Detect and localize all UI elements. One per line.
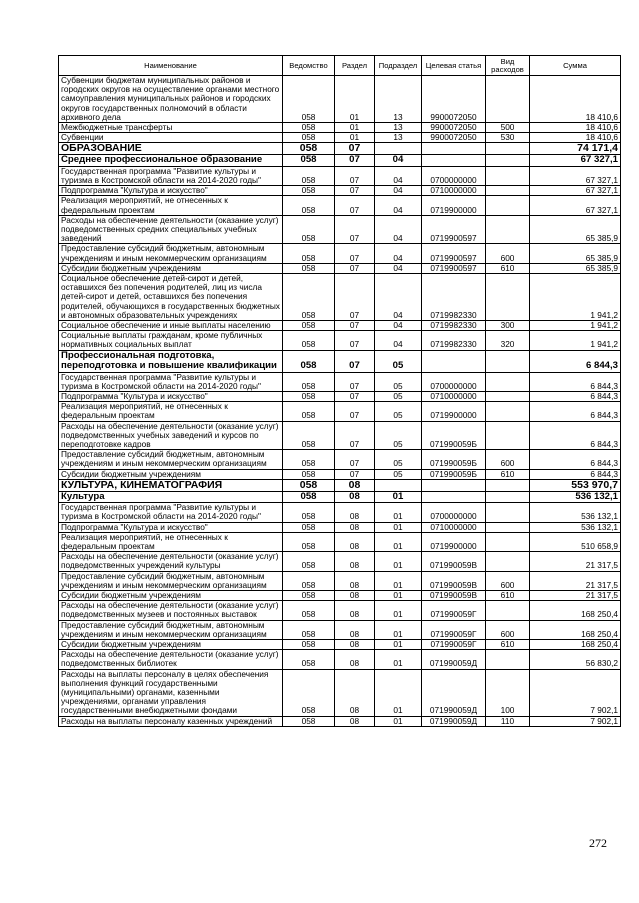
row-name: КУЛЬТУРА, КИНЕМАТОГРАФИЯ: [59, 479, 283, 491]
table-row: [59, 639, 621, 649]
row-sum: 18 410,6: [530, 133, 621, 143]
header-razdel: Раздел: [335, 56, 375, 76]
row-razdel: 07: [335, 469, 375, 479]
row-sum: 67 327,1: [530, 166, 621, 185]
row-razdel: 01: [335, 123, 375, 133]
row-podrazdel: 01: [375, 571, 422, 590]
row-expense-type: [486, 186, 530, 196]
row-razdel: 08: [335, 716, 375, 726]
row-target-article: 071990059Б: [422, 469, 486, 479]
row-sum: 1 941,2: [530, 331, 621, 350]
row-target-article: 071990059В: [422, 571, 486, 590]
row-podrazdel: 01: [375, 650, 422, 669]
table-row: [59, 716, 621, 726]
table-row: [59, 143, 621, 155]
row-name: ОБРАЗОВАНИЕ: [59, 143, 283, 155]
row-vedomstvo: 058: [283, 491, 335, 502]
table-row: [59, 552, 621, 571]
row-name: Социальное обеспечение и иные выплаты населению: [59, 321, 283, 331]
row-target-article: 071990059Г: [422, 639, 486, 649]
row-sum: 536 132,1: [530, 491, 621, 502]
row-sum: 7 902,1: [530, 716, 621, 726]
row-vedomstvo: 058: [283, 321, 335, 331]
table-row: [59, 263, 621, 273]
header-expense-type: Вид расходов: [486, 56, 530, 76]
row-vedomstvo: 058: [283, 263, 335, 273]
row-name: Субсидии бюджетным учреждениям: [59, 639, 283, 649]
row-vedomstvo: 058: [283, 143, 335, 155]
row-expense-type: [486, 503, 530, 522]
row-target-article: 071990059Д: [422, 716, 486, 726]
row-name: Подпрограмма "Культура и искусство": [59, 186, 283, 196]
row-target-article: 071990059В: [422, 590, 486, 600]
row-sum: 6 844,3: [530, 372, 621, 391]
row-name: Реализация мероприятий, не отнесенных к федеральным проектам: [59, 532, 283, 551]
row-razdel: 07: [335, 186, 375, 196]
header-podrazdel: Подраздел: [375, 56, 422, 76]
row-vedomstvo: 058: [283, 532, 335, 551]
row-sum: 21 317,5: [530, 571, 621, 590]
row-expense-type: [486, 479, 530, 491]
row-name: Расходы на обеспечение деятельности (оказание услуг) подведомственных средних специальных учебных заведений: [59, 215, 283, 244]
row-name: Подпрограмма "Культура и искусство": [59, 522, 283, 532]
table-row: [59, 155, 621, 166]
row-razdel: 08: [335, 503, 375, 522]
row-podrazdel: 13: [375, 123, 422, 133]
row-razdel: 07: [335, 143, 375, 155]
row-podrazdel: 05: [375, 402, 422, 421]
row-podrazdel: 01: [375, 590, 422, 600]
row-razdel: 08: [335, 639, 375, 649]
row-name: Расходы на выплаты персоналу казенных учреждений: [59, 716, 283, 726]
row-vedomstvo: 058: [283, 133, 335, 143]
row-podrazdel: 04: [375, 244, 422, 263]
row-target-article: 0719900597: [422, 244, 486, 263]
row-target-article: 071990059Д: [422, 669, 486, 716]
row-podrazdel: 04: [375, 215, 422, 244]
row-podrazdel: 13: [375, 133, 422, 143]
row-name: Субсидии бюджетным учреждениям: [59, 469, 283, 479]
row-sum: 21 317,5: [530, 590, 621, 600]
row-vedomstvo: 058: [283, 331, 335, 350]
row-razdel: 08: [335, 552, 375, 571]
table-row: [59, 522, 621, 532]
row-podrazdel: 01: [375, 716, 422, 726]
table-row: [59, 601, 621, 620]
row-name: Профессиональная подготовка, переподготовка и повышение квалификации: [59, 350, 283, 372]
row-sum: 18 410,6: [530, 76, 621, 123]
row-expense-type: [486, 76, 530, 123]
row-sum: 510 658,9: [530, 532, 621, 551]
row-sum: 168 250,4: [530, 620, 621, 639]
row-target-article: 0710000000: [422, 186, 486, 196]
row-podrazdel: 13: [375, 76, 422, 123]
row-target-article: 0719900597: [422, 263, 486, 273]
row-razdel: 07: [335, 215, 375, 244]
row-target-article: 0719982330: [422, 331, 486, 350]
row-target-article: 071990059В: [422, 552, 486, 571]
row-target-article: 9900072050: [422, 133, 486, 143]
row-vedomstvo: 058: [283, 503, 335, 522]
table-row: [59, 391, 621, 401]
row-sum: 168 250,4: [530, 601, 621, 620]
row-name: Субвенции: [59, 133, 283, 143]
row-vedomstvo: 058: [283, 123, 335, 133]
row-sum: 6 844,3: [530, 450, 621, 469]
row-target-article: [422, 479, 486, 491]
row-razdel: 07: [335, 350, 375, 372]
row-target-article: 0719982330: [422, 274, 486, 321]
row-name: Предоставление субсидий бюджетным, автономным учреждениям и иным некоммерческим организациям: [59, 620, 283, 639]
row-sum: 7 902,1: [530, 669, 621, 716]
row-expense-type: [486, 601, 530, 620]
row-expense-type: [486, 522, 530, 532]
row-expense-type: 300: [486, 321, 530, 331]
row-razdel: 08: [335, 620, 375, 639]
row-expense-type: 610: [486, 263, 530, 273]
table-row: [59, 503, 621, 522]
row-expense-type: 610: [486, 639, 530, 649]
row-name: Расходы на обеспечение деятельности (оказание услуг) подведомственных библиотек: [59, 650, 283, 669]
row-podrazdel: 01: [375, 639, 422, 649]
table-body: [59, 76, 621, 727]
row-podrazdel: 01: [375, 532, 422, 551]
row-expense-type: 320: [486, 331, 530, 350]
row-name: Государственная программа "Развитие культуры и туризма в Костромской области на 2014-2020 годы": [59, 372, 283, 391]
row-vedomstvo: 058: [283, 421, 335, 450]
row-vedomstvo: 058: [283, 620, 335, 639]
table-row: [59, 215, 621, 244]
row-sum: 536 132,1: [530, 522, 621, 532]
row-podrazdel: 04: [375, 321, 422, 331]
table-row: [59, 186, 621, 196]
row-razdel: 07: [335, 155, 375, 166]
row-target-article: 0719900597: [422, 215, 486, 244]
row-razdel: 07: [335, 321, 375, 331]
row-name: Государственная программа "Развитие культуры и туризма в Костромской области на 2014-2020 годы": [59, 166, 283, 185]
row-sum: 168 250,4: [530, 639, 621, 649]
row-expense-type: [486, 491, 530, 502]
row-sum: 67 327,1: [530, 186, 621, 196]
row-podrazdel: 04: [375, 155, 422, 166]
row-sum: 1 941,2: [530, 321, 621, 331]
row-target-article: [422, 350, 486, 372]
row-razdel: 01: [335, 76, 375, 123]
row-sum: 74 171,4: [530, 143, 621, 155]
row-podrazdel: 04: [375, 263, 422, 273]
row-target-article: 0700000000: [422, 503, 486, 522]
row-podrazdel: [375, 479, 422, 491]
row-target-article: 0710000000: [422, 391, 486, 401]
row-sum: 6 844,3: [530, 421, 621, 450]
row-name: Предоставление субсидий бюджетным, автономным учреждениям и иным некоммерческим организациям: [59, 450, 283, 469]
row-vedomstvo: 058: [283, 76, 335, 123]
row-name: Предоставление субсидий бюджетным, автономным учреждениям и иным некоммерческим организациям: [59, 571, 283, 590]
table-row: [59, 350, 621, 372]
table-row: [59, 321, 621, 331]
page-number: 272: [589, 836, 607, 850]
row-razdel: 07: [335, 402, 375, 421]
row-podrazdel: 01: [375, 503, 422, 522]
row-vedomstvo: 058: [283, 350, 335, 372]
row-sum: 67 327,1: [530, 155, 621, 166]
row-razdel: 08: [335, 590, 375, 600]
row-razdel: 07: [335, 421, 375, 450]
row-target-article: 9900072050: [422, 123, 486, 133]
table-row: [59, 166, 621, 185]
row-expense-type: [486, 155, 530, 166]
table-row: [59, 133, 621, 143]
table-row: [59, 571, 621, 590]
row-name: Субсидии бюджетным учреждениям: [59, 263, 283, 273]
row-target-article: 071990059Г: [422, 601, 486, 620]
row-razdel: 07: [335, 372, 375, 391]
row-vedomstvo: 058: [283, 650, 335, 669]
row-target-article: [422, 491, 486, 502]
row-vedomstvo: 058: [283, 479, 335, 491]
table-row: [59, 123, 621, 133]
table-row: [59, 669, 621, 716]
row-vedomstvo: 058: [283, 215, 335, 244]
table-row: [59, 532, 621, 551]
row-razdel: 08: [335, 571, 375, 590]
row-vedomstvo: 058: [283, 155, 335, 166]
table-row: [59, 331, 621, 350]
row-name: Межбюджетные трансферты: [59, 123, 283, 133]
row-podrazdel: 01: [375, 620, 422, 639]
table-row: [59, 196, 621, 215]
row-razdel: 07: [335, 244, 375, 263]
row-target-article: 0719900000: [422, 402, 486, 421]
row-sum: 21 317,5: [530, 552, 621, 571]
table-row: [59, 469, 621, 479]
header-vedomstvo: Ведомство: [283, 56, 335, 76]
header-sum: Сумма: [530, 56, 621, 76]
row-target-article: [422, 143, 486, 155]
row-target-article: 071990059Д: [422, 650, 486, 669]
row-podrazdel: 01: [375, 491, 422, 502]
row-vedomstvo: 058: [283, 601, 335, 620]
row-vedomstvo: 058: [283, 274, 335, 321]
table-row: [59, 450, 621, 469]
row-razdel: 08: [335, 522, 375, 532]
row-sum: 536 132,1: [530, 503, 621, 522]
row-vedomstvo: 058: [283, 522, 335, 532]
row-expense-type: 600: [486, 571, 530, 590]
row-expense-type: 100: [486, 669, 530, 716]
row-vedomstvo: 058: [283, 186, 335, 196]
row-razdel: 07: [335, 263, 375, 273]
row-target-article: 0719900000: [422, 196, 486, 215]
row-razdel: 08: [335, 532, 375, 551]
row-sum: 65 385,9: [530, 244, 621, 263]
row-expense-type: [486, 372, 530, 391]
table-row: [59, 274, 621, 321]
row-razdel: 07: [335, 166, 375, 185]
row-vedomstvo: 058: [283, 244, 335, 263]
row-target-article: 0719982330: [422, 321, 486, 331]
row-podrazdel: 05: [375, 421, 422, 450]
row-podrazdel: 04: [375, 186, 422, 196]
row-expense-type: [486, 552, 530, 571]
row-razdel: 07: [335, 391, 375, 401]
row-sum: 6 844,3: [530, 350, 621, 372]
row-target-article: 071990059Б: [422, 450, 486, 469]
row-vedomstvo: 058: [283, 669, 335, 716]
row-name: Культура: [59, 491, 283, 502]
row-name: Субвенции бюджетам муниципальных районов и городских округов на осуществление органами местного самоуправления муниципальных районов и городских округов государственных полномочий в области архивного дела: [59, 76, 283, 123]
row-sum: 6 844,3: [530, 391, 621, 401]
row-vedomstvo: 058: [283, 590, 335, 600]
table-row: [59, 372, 621, 391]
row-podrazdel: 05: [375, 450, 422, 469]
row-sum: 56 830,2: [530, 650, 621, 669]
row-podrazdel: 05: [375, 372, 422, 391]
row-expense-type: 600: [486, 244, 530, 263]
table-row: [59, 491, 621, 502]
header-name: Наименование: [59, 56, 283, 76]
row-razdel: 08: [335, 601, 375, 620]
row-name: Социальные выплаты гражданам, кроме публичных нормативных социальных выплат: [59, 331, 283, 350]
row-name: Реализация мероприятий, не отнесенных к федеральным проектам: [59, 402, 283, 421]
row-expense-type: 600: [486, 450, 530, 469]
row-expense-type: 500: [486, 123, 530, 133]
header-target-article: Целевая статья: [422, 56, 486, 76]
row-vedomstvo: 058: [283, 372, 335, 391]
row-razdel: 07: [335, 450, 375, 469]
row-razdel: 01: [335, 133, 375, 143]
row-razdel: 08: [335, 669, 375, 716]
row-expense-type: 610: [486, 469, 530, 479]
row-vedomstvo: 058: [283, 391, 335, 401]
row-podrazdel: 01: [375, 601, 422, 620]
row-expense-type: [486, 532, 530, 551]
row-expense-type: [486, 350, 530, 372]
row-name: Расходы на выплаты персоналу в целях обеспечения выполнения функций государственными (муниципальными) органами, казенными учреждениями, органами управления государственными внебюджетными фондами: [59, 669, 283, 716]
row-expense-type: [486, 391, 530, 401]
row-sum: 553 970,7: [530, 479, 621, 491]
row-name: Субсидии бюджетным учреждениям: [59, 590, 283, 600]
row-razdel: 07: [335, 331, 375, 350]
table-row: [59, 479, 621, 491]
row-expense-type: 600: [486, 620, 530, 639]
row-vedomstvo: 058: [283, 571, 335, 590]
row-sum: 6 844,3: [530, 402, 621, 421]
row-podrazdel: 04: [375, 166, 422, 185]
row-name: Предоставление субсидий бюджетным, автономным учреждениям и иным некоммерческим организациям: [59, 244, 283, 263]
row-podrazdel: 01: [375, 669, 422, 716]
row-vedomstvo: 058: [283, 469, 335, 479]
row-vedomstvo: 058: [283, 196, 335, 215]
row-expense-type: [486, 196, 530, 215]
table-row: [59, 76, 621, 123]
row-target-article: 0700000000: [422, 372, 486, 391]
row-name: Среднее профессиональное образование: [59, 155, 283, 166]
row-expense-type: [486, 215, 530, 244]
row-name: Расходы на обеспечение деятельности (оказание услуг) подведомственных учебных заведений и курсов по переподготовке кадров: [59, 421, 283, 450]
table-row: [59, 421, 621, 450]
row-expense-type: [486, 166, 530, 185]
row-expense-type: [486, 274, 530, 321]
table-row: [59, 244, 621, 263]
row-podrazdel: 04: [375, 331, 422, 350]
row-sum: 65 385,9: [530, 215, 621, 244]
row-name: Социальное обеспечение детей-сирот и детей, оставшихся без попечения родителей, лиц из числа детей-сирот и детей, оставшихся без попечения родителей, обучающихся в государственных бюджетных и автономных образовательных учреждениях: [59, 274, 283, 321]
row-target-article: 9900072050: [422, 76, 486, 123]
row-razdel: 08: [335, 491, 375, 502]
row-name: Расходы на обеспечение деятельности (оказание услуг) подведомственных учреждений культуры: [59, 552, 283, 571]
row-vedomstvo: 058: [283, 450, 335, 469]
row-podrazdel: [375, 143, 422, 155]
row-podrazdel: 04: [375, 196, 422, 215]
table-row: [59, 590, 621, 600]
row-target-article: [422, 155, 486, 166]
row-podrazdel: 04: [375, 274, 422, 321]
row-name: Подпрограмма "Культура и искусство": [59, 391, 283, 401]
row-razdel: 07: [335, 196, 375, 215]
row-vedomstvo: 058: [283, 552, 335, 571]
table-row: [59, 620, 621, 639]
row-expense-type: [486, 650, 530, 669]
row-expense-type: 530: [486, 133, 530, 143]
row-target-article: 0700000000: [422, 166, 486, 185]
row-expense-type: [486, 402, 530, 421]
row-razdel: 08: [335, 650, 375, 669]
row-name: Расходы на обеспечение деятельности (оказание услуг) подведомственных музеев и постоянных выставок: [59, 601, 283, 620]
row-sum: 18 410,6: [530, 123, 621, 133]
row-expense-type: 610: [486, 590, 530, 600]
row-vedomstvo: 058: [283, 166, 335, 185]
row-vedomstvo: 058: [283, 716, 335, 726]
row-razdel: 08: [335, 479, 375, 491]
row-sum: 67 327,1: [530, 196, 621, 215]
row-podrazdel: 05: [375, 350, 422, 372]
row-target-article: 0719900000: [422, 532, 486, 551]
row-vedomstvo: 058: [283, 402, 335, 421]
table-row: [59, 402, 621, 421]
row-target-article: 071990059Г: [422, 620, 486, 639]
row-podrazdel: 01: [375, 552, 422, 571]
row-target-article: 0710000000: [422, 522, 486, 532]
row-vedomstvo: 058: [283, 639, 335, 649]
table-row: [59, 650, 621, 669]
budget-table: [58, 55, 621, 727]
row-razdel: 07: [335, 274, 375, 321]
row-sum: 65 385,9: [530, 263, 621, 273]
row-name: Реализация мероприятий, не отнесенных к федеральным проектам: [59, 196, 283, 215]
row-sum: 6 844,3: [530, 469, 621, 479]
row-podrazdel: 01: [375, 522, 422, 532]
row-expense-type: 110: [486, 716, 530, 726]
row-expense-type: [486, 143, 530, 155]
row-target-article: 071990059Б: [422, 421, 486, 450]
row-sum: 1 941,2: [530, 274, 621, 321]
row-podrazdel: 05: [375, 391, 422, 401]
row-podrazdel: 05: [375, 469, 422, 479]
row-expense-type: [486, 421, 530, 450]
table-header-row: [59, 56, 621, 76]
row-name: Государственная программа "Развитие культуры и туризма в Костромской области на 2014-2020 годы": [59, 503, 283, 522]
